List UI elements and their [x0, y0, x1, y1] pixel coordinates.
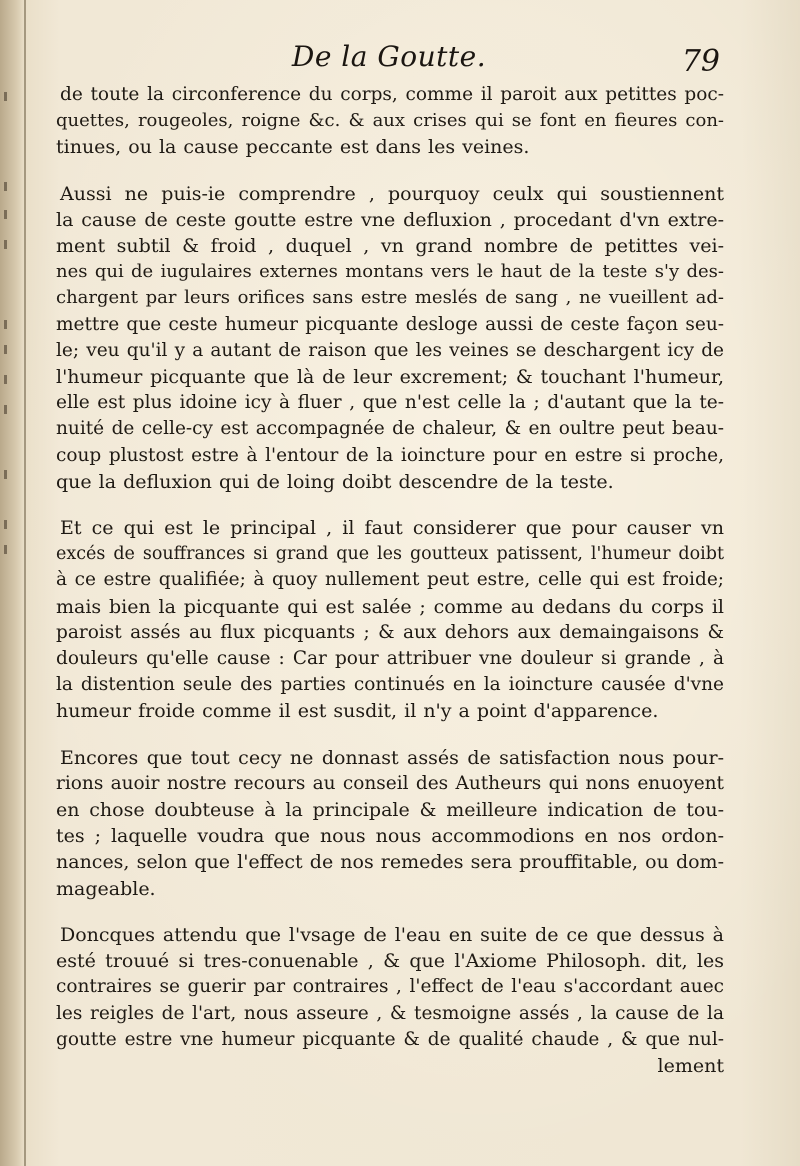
text-line: nes qui de iugulaires externes montans vers le haut de la teste s'y des-: [56, 261, 724, 283]
text-line: tes ; laquelle voudra que nous nous accommodions en nos ordon-: [56, 825, 724, 848]
text-line: ment subtil & froid , duquel , vn grand nombre de petittes vei-: [56, 235, 724, 258]
text-line: Aussi ne puis-ie comprendre , pourquoy ceulx qui soustiennent: [60, 182, 724, 205]
margin-mark: [4, 345, 7, 354]
text-line: en chose doubteuse à la principale & meilleure indication de tou-: [56, 799, 724, 822]
margin-mark: [4, 470, 7, 479]
text-line: quettes, rougeoles, roigne &c. & aux crises qui se font en fieures con-: [56, 110, 724, 132]
page-number: 79: [681, 44, 720, 79]
margin-mark: [4, 545, 7, 554]
margin-mark: [4, 240, 7, 249]
paragraph: [56, 515, 724, 725]
text-line: la distention seule des parties continués en la ioincture causée d'vne: [56, 674, 724, 696]
paragraph: [56, 82, 724, 161]
margin-mark: [4, 210, 7, 219]
binding-gutter: [0, 0, 24, 1166]
text-line: mettre que ceste humeur picquante desloge aussi de ceste façon seu-: [56, 313, 724, 335]
text-line: coup plustost estre à l'entour de la ioincture pour en estre si proche,: [56, 444, 724, 466]
text-line: nances, selon que l'effect de nos remedes sera prouffitable, ou dom-: [56, 851, 724, 874]
text-line: le; veu qu'il y a autant de raison que les veines se deschargent icy de: [56, 339, 724, 361]
text-line: goutte estre vne humeur picquante & de qualité chaude , & que nul-: [56, 1028, 724, 1050]
text-line: contraires se guerir par contraires , l'effect de l'eau s'accordant auec: [56, 976, 724, 998]
catchword: lement: [657, 1054, 724, 1077]
text-line: mais bien la picquante qui est salée ; comme au dedans du corps il: [56, 595, 724, 618]
text-line: excés de souffrances si grand que les goutteux patissent, l'humeur doibt: [56, 544, 724, 565]
paragraph: [56, 922, 724, 1053]
binding-fold-line: [24, 0, 26, 1166]
text-line: nuité de celle-cy est accompagnée de chaleur, & en oultre peut beau-: [56, 418, 724, 440]
text-line: tinues, ou la cause peccante est dans les veines.: [56, 136, 530, 159]
margin-mark: [4, 182, 7, 191]
text-line: l'humeur picquante que là de leur excrement; & touchant l'humeur,: [56, 366, 724, 389]
margin-mark: [4, 92, 7, 101]
margin-mark: [4, 405, 7, 414]
paragraph: [56, 745, 724, 902]
text-line: paroist assés au flux picquants ; & aux dehors aux demaingaisons &: [56, 621, 724, 643]
text-line: de toute la circonference du corps, comme il paroit aux petittes poc-: [60, 84, 724, 105]
paragraph: [56, 181, 724, 495]
text-line: rions auoir nostre recours au conseil des Autheurs qui nons enuoyent: [56, 772, 724, 794]
text-line: elle est plus idoine icy à fluer , que n'est celle la ; d'autant que la te-: [56, 392, 724, 414]
text-line: chargent par leurs orifices sans estre meslés de sang , ne vueillent ad-: [56, 287, 724, 309]
text-line: que la defluxion qui de loing doibt descendre de la teste.: [56, 470, 614, 493]
text-line: humeur froide comme il est susdit, il n'y a point d'apparence.: [56, 700, 659, 723]
text-line: à ce estre qualifiée; à quoy nullement peut estre, celle qui est froide;: [56, 569, 724, 591]
text-line: Et ce qui est le principal , il faut considerer que pour causer vn: [60, 517, 724, 540]
page-header: [58, 40, 720, 84]
margin-mark: [4, 320, 7, 329]
text-line: douleurs qu'elle cause : Car pour attribuer vne douleur si grande , à: [56, 648, 724, 670]
body-text: [56, 82, 724, 1079]
text-line: Encores que tout cecy ne donnast assés de satisfaction nous pour-: [60, 746, 724, 769]
margin-mark: [4, 375, 7, 384]
text-line: Doncques attendu que l'vsage de l'eau en suite de ce que dessus à: [60, 923, 724, 946]
margin-mark: [4, 520, 7, 529]
text-line: les reigles de l'art, nous asseure , & tesmoigne assés , la cause de la: [56, 1002, 724, 1024]
text-line: esté trouué si tres-conuenable , & que l'Axiome Philosoph. dit, les: [56, 950, 724, 973]
text-line: la cause de ceste goutte estre vne defluxion , procedant d'vn extre-: [56, 208, 724, 231]
text-line: mageable.: [56, 877, 156, 900]
running-title: De la Goutte.: [291, 40, 487, 73]
